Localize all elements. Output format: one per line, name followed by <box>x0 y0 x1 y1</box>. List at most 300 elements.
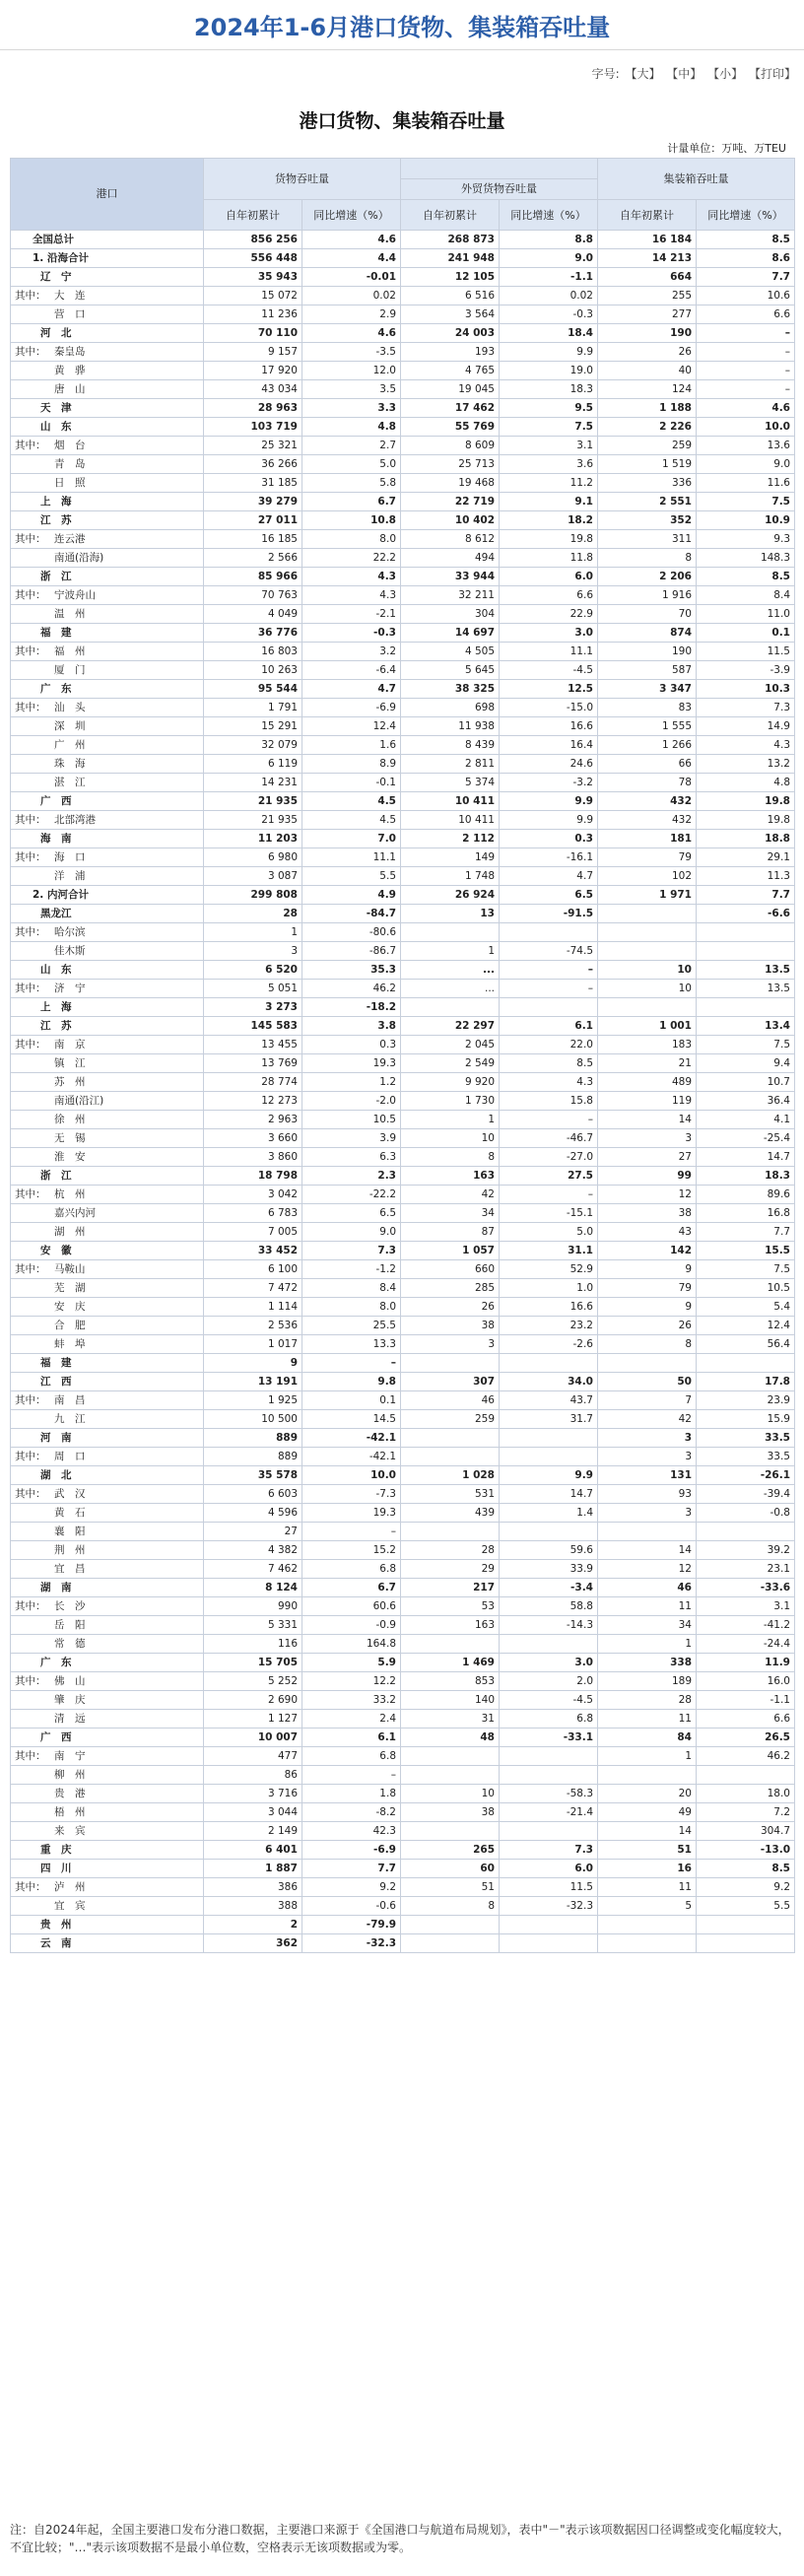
cargo-yoy-cell: -1.2 <box>302 1260 401 1279</box>
container-ytd-cell: 3 <box>598 1129 697 1148</box>
foreign-ytd-cell: 55 769 <box>401 418 500 437</box>
container-yoy-cell: 36.4 <box>697 1092 795 1111</box>
cargo-ytd-cell: 3 660 <box>204 1129 302 1148</box>
port-name-cell <box>11 455 204 474</box>
font-size-small-button[interactable]: 【小】 <box>707 67 744 81</box>
foreign-ytd-cell: 8 439 <box>401 736 500 755</box>
container-ytd-cell: 38 <box>598 1204 697 1223</box>
port-name-cell <box>11 1635 204 1654</box>
foreign-yoy-cell: -27.0 <box>500 1148 598 1167</box>
foreign-yoy-cell: 9.9 <box>500 792 598 811</box>
cargo-yoy-cell: -32.3 <box>302 1934 401 1953</box>
container-yoy-cell: -0.8 <box>697 1504 795 1523</box>
table-row <box>11 980 795 998</box>
foreign-ytd-cell: 217 <box>401 1579 500 1597</box>
table-row <box>11 792 795 811</box>
cargo-yoy-cell: -18.2 <box>302 998 401 1017</box>
port-name: 云 南 <box>40 1937 72 1949</box>
cargo-yoy-cell: -86.7 <box>302 942 401 961</box>
port-name: 福 建 <box>40 627 72 639</box>
port-name-cell <box>11 1073 204 1092</box>
container-ytd-cell: 26 <box>598 1317 697 1335</box>
port-name-cell <box>11 1448 204 1466</box>
port-name-cell <box>11 1260 204 1279</box>
foreign-ytd-cell: 8 <box>401 1148 500 1167</box>
container-yoy-cell: 16.8 <box>697 1204 795 1223</box>
cargo-yoy-cell: -0.01 <box>302 268 401 287</box>
foreign-yoy-cell: -21.4 <box>500 1803 598 1822</box>
foreign-yoy-cell: 31.7 <box>500 1410 598 1429</box>
port-name: 浙 江 <box>40 571 72 582</box>
port-name-cell <box>11 380 204 399</box>
port-name: 大 连 <box>54 290 86 302</box>
container-yoy-cell: 9.4 <box>697 1054 795 1073</box>
cargo-yoy-cell: 0.02 <box>302 287 401 305</box>
foreign-ytd-cell: 2 811 <box>401 755 500 774</box>
port-name: 九 江 <box>54 1413 86 1425</box>
port-name-cell <box>11 1860 204 1878</box>
cargo-ytd-cell: 2 149 <box>204 1822 302 1841</box>
container-ytd-cell: 277 <box>598 305 697 324</box>
qizhong-label: 其中： <box>15 814 46 826</box>
cargo-yoy-cell: 12.0 <box>302 362 401 380</box>
table-row <box>11 1822 795 1841</box>
cargo-ytd-cell: 28 774 <box>204 1073 302 1092</box>
table-row <box>11 1803 795 1822</box>
container-yoy-cell: 0.1 <box>697 624 795 643</box>
port-name: 黄 石 <box>54 1507 86 1519</box>
table-row <box>11 1504 795 1523</box>
cargo-yoy-cell: 60.6 <box>302 1597 401 1616</box>
qizhong-label: 其中： <box>15 1750 46 1762</box>
foreign-ytd-cell <box>401 1523 500 1541</box>
foreign-ytd-cell <box>401 1429 500 1448</box>
port-name-cell <box>11 961 204 980</box>
table-row <box>11 474 795 493</box>
cargo-ytd-cell: 9 <box>204 1354 302 1373</box>
container-ytd-cell: 10 <box>598 961 697 980</box>
cargo-yoy-cell: 6.8 <box>302 1747 401 1766</box>
cargo-ytd-cell: 7 472 <box>204 1279 302 1298</box>
cargo-yoy-cell: -0.3 <box>302 624 401 643</box>
foreign-yoy-cell: 19.8 <box>500 530 598 549</box>
cargo-yoy-cell: 3.3 <box>302 399 401 418</box>
foreign-yoy-cell: 6.0 <box>500 1860 598 1878</box>
foreign-yoy-cell: 11.8 <box>500 549 598 568</box>
foreign-ytd-cell: 259 <box>401 1410 500 1429</box>
container-ytd-cell: 1 <box>598 1747 697 1766</box>
foreign-ytd-cell <box>401 1354 500 1373</box>
foreign-yoy-cell <box>500 1635 598 1654</box>
container-ytd-cell: 2 226 <box>598 418 697 437</box>
container-yoy-cell: 89.6 <box>697 1186 795 1204</box>
cargo-yoy-cell: 4.3 <box>302 568 401 586</box>
cargo-ytd-cell: 856 256 <box>204 231 302 249</box>
foreign-ytd-cell: 1 028 <box>401 1466 500 1485</box>
cargo-ytd-cell: 70 110 <box>204 324 302 343</box>
table-row <box>11 961 795 980</box>
cargo-ytd-cell: 556 448 <box>204 249 302 268</box>
foreign-ytd-cell: 4 505 <box>401 643 500 661</box>
container-yoy-cell: 26.5 <box>697 1729 795 1747</box>
cargo-ytd-cell: 11 236 <box>204 305 302 324</box>
container-yoy-cell: 9.3 <box>697 530 795 549</box>
container-yoy-cell: 56.4 <box>697 1335 795 1354</box>
container-ytd-cell: 142 <box>598 1242 697 1260</box>
cargo-ytd-cell: 13 191 <box>204 1373 302 1391</box>
cargo-yoy-cell: 12.2 <box>302 1672 401 1691</box>
foreign-ytd-cell: 34 <box>401 1204 500 1223</box>
container-yoy-cell: 8.5 <box>697 231 795 249</box>
foreign-ytd-cell: 8 609 <box>401 437 500 455</box>
port-name-cell <box>11 399 204 418</box>
qizhong-label: 其中： <box>15 1881 46 1893</box>
cargo-ytd-cell: 2 963 <box>204 1111 302 1129</box>
foreign-yoy-cell: 43.7 <box>500 1391 598 1410</box>
qizhong-label: 其中： <box>15 533 46 545</box>
container-yoy-cell: -13.0 <box>697 1841 795 1860</box>
cargo-ytd-cell: 10 500 <box>204 1410 302 1429</box>
table-row <box>11 1541 795 1560</box>
table-row <box>11 1260 795 1279</box>
cargo-header: 货物吞吐量 <box>204 159 401 200</box>
cargo-ytd-cell: 2 690 <box>204 1691 302 1710</box>
foreign-yoy-cell: – <box>500 1186 598 1204</box>
port-name-cell <box>11 1186 204 1204</box>
foreign-yoy-cell <box>500 998 598 1017</box>
cargo-ytd-cell: 2 <box>204 1916 302 1934</box>
port-name: 江 苏 <box>40 1020 72 1032</box>
cargo-yoy-cell: 14.5 <box>302 1410 401 1429</box>
foreign-yoy-header: 同比增速（%） <box>500 200 598 231</box>
cargo-yoy-cell: 11.1 <box>302 848 401 867</box>
foreign-yoy-cell: -4.5 <box>500 1691 598 1710</box>
foreign-yoy-cell <box>500 1523 598 1541</box>
table-row <box>11 905 795 923</box>
foreign-ytd-cell <box>401 1916 500 1934</box>
container-ytd-cell <box>598 905 697 923</box>
cargo-ytd-cell: 5 051 <box>204 980 302 998</box>
foreign-yoy-cell: 5.0 <box>500 1223 598 1242</box>
port-name: 上 海 <box>40 496 72 508</box>
foreign-yoy-cell: 27.5 <box>500 1167 598 1186</box>
container-ytd-cell: 50 <box>598 1373 697 1391</box>
foreign-ytd-cell: 26 924 <box>401 886 500 905</box>
container-yoy-cell: 7.2 <box>697 1803 795 1822</box>
container-yoy-cell: 4.8 <box>697 774 795 792</box>
container-yoy-cell: 12.4 <box>697 1317 795 1335</box>
table-row <box>11 998 795 1017</box>
cargo-yoy-cell: 4.7 <box>302 680 401 699</box>
cargo-ytd-cell: 6 100 <box>204 1260 302 1279</box>
foreign-ytd-cell: 87 <box>401 1223 500 1242</box>
container-yoy-cell: 13.5 <box>697 980 795 998</box>
foreign-yoy-cell: -2.6 <box>500 1335 598 1354</box>
cargo-ytd-cell: 362 <box>204 1934 302 1953</box>
cargo-yoy-cell: -0.1 <box>302 774 401 792</box>
port-name: 洋 浦 <box>54 870 86 882</box>
port-name-cell <box>11 1841 204 1860</box>
container-ytd-cell: 255 <box>598 287 697 305</box>
table-row <box>11 1448 795 1466</box>
foreign-ytd-cell: 10 411 <box>401 792 500 811</box>
container-yoy-cell: -25.4 <box>697 1129 795 1148</box>
foreign-yoy-cell: 1.4 <box>500 1504 598 1523</box>
container-yoy-cell: 5.4 <box>697 1298 795 1317</box>
container-yoy-cell: 11.6 <box>697 474 795 493</box>
table-row <box>11 1672 795 1691</box>
port-name: 南 宁 <box>54 1750 86 1762</box>
port-name: 南通(沿江) <box>54 1095 104 1107</box>
port-name-cell <box>11 1785 204 1803</box>
foreign-yoy-cell: 19.0 <box>500 362 598 380</box>
cargo-yoy-cell: -42.1 <box>302 1429 401 1448</box>
qizhong-label: 其中： <box>15 645 46 657</box>
port-name-cell <box>11 1654 204 1672</box>
port-name: 宜 昌 <box>54 1563 86 1575</box>
port-name: 徐 州 <box>54 1114 86 1125</box>
container-yoy-cell <box>697 1766 795 1785</box>
container-ytd-cell: 7 <box>598 1391 697 1410</box>
container-yoy-cell: 6.6 <box>697 305 795 324</box>
table-row <box>11 1616 795 1635</box>
port-name-cell <box>11 980 204 998</box>
port-name: 梧 州 <box>54 1806 86 1818</box>
container-yoy-cell: 10.7 <box>697 1073 795 1092</box>
port-name: 宁波舟山 <box>54 589 96 601</box>
container-ytd-cell: 78 <box>598 774 697 792</box>
container-ytd-cell: 66 <box>598 755 697 774</box>
cargo-yoy-cell: 4.3 <box>302 586 401 605</box>
port-name-cell <box>11 1410 204 1429</box>
footnote: 注：自2024年起，全国主要港口发布分港口数据，主要港口来源于《全国港口与航道布局规划》，表中"－"表示该项数据因口径调整或变化幅度较大，不宜比较；"…"表示该项数据不是最小单位数，空格表示无该项数据或为零。 <box>10 2523 790 2554</box>
table-row <box>11 1373 795 1391</box>
port-name-cell <box>11 1729 204 1747</box>
port-name-cell <box>11 830 204 848</box>
cargo-yoy-header: 同比增速（%） <box>302 200 401 231</box>
cargo-ytd-cell: 15 291 <box>204 717 302 736</box>
cargo-yoy-cell: 4.6 <box>302 324 401 343</box>
port-name-cell <box>11 1298 204 1317</box>
foreign-yoy-cell: 8.5 <box>500 1054 598 1073</box>
container-yoy-cell: 11.5 <box>697 643 795 661</box>
qizhong-label: 其中： <box>15 1451 46 1462</box>
container-yoy-cell: 23.1 <box>697 1560 795 1579</box>
port-name-cell <box>11 1616 204 1635</box>
table-row <box>11 1841 795 1860</box>
foreign-ytd-cell: 26 <box>401 1298 500 1317</box>
port-name: 武 汉 <box>54 1488 86 1500</box>
table-row <box>11 380 795 399</box>
foreign-ytd-cell: 853 <box>401 1672 500 1691</box>
foreign-ytd-header: 自年初累计 <box>401 200 500 231</box>
foreign-ytd-cell: 53 <box>401 1597 500 1616</box>
container-ytd-cell: 336 <box>598 474 697 493</box>
container-ytd-cell: 11 <box>598 1597 697 1616</box>
font-size-medium-button[interactable]: 【中】 <box>666 67 703 81</box>
port-name-cell <box>11 1335 204 1354</box>
container-ytd-cell <box>598 1354 697 1373</box>
container-ytd-cell: 8 <box>598 549 697 568</box>
container-ytd-cell: 70 <box>598 605 697 624</box>
foreign-yoy-cell: 9.5 <box>500 399 598 418</box>
foreign-ytd-cell: 17 462 <box>401 399 500 418</box>
port-name: 长 沙 <box>54 1600 86 1612</box>
container-ytd-cell: 28 <box>598 1691 697 1710</box>
container-yoy-cell: -6.6 <box>697 905 795 923</box>
cargo-ytd-cell: 990 <box>204 1597 302 1616</box>
port-name-cell <box>11 268 204 287</box>
container-yoy-cell: – <box>697 362 795 380</box>
foreign-ytd-cell: 11 938 <box>401 717 500 736</box>
container-ytd-cell: 27 <box>598 1148 697 1167</box>
port-name: 嘉兴内河 <box>54 1207 96 1219</box>
cargo-yoy-cell: 0.3 <box>302 1036 401 1054</box>
port-name-cell <box>11 1747 204 1766</box>
foreign-yoy-cell: 3.6 <box>500 455 598 474</box>
foreign-ytd-cell: 13 <box>401 905 500 923</box>
port-name: 淮 安 <box>54 1151 86 1163</box>
foreign-yoy-cell: 6.0 <box>500 568 598 586</box>
foreign-yoy-cell: 22.9 <box>500 605 598 624</box>
port-name: 四 川 <box>40 1863 72 1874</box>
cargo-yoy-cell: 13.3 <box>302 1335 401 1354</box>
table-row <box>11 1635 795 1654</box>
cargo-ytd-cell: 7 462 <box>204 1560 302 1579</box>
foreign-ytd-cell: 698 <box>401 699 500 717</box>
port-name-cell <box>11 1504 204 1523</box>
container-yoy-cell: 18.8 <box>697 830 795 848</box>
foreign-yoy-cell: 4.3 <box>500 1073 598 1092</box>
cargo-yoy-cell: -22.2 <box>302 1186 401 1204</box>
foreign-ytd-cell: 241 948 <box>401 249 500 268</box>
table-row <box>11 1579 795 1597</box>
cargo-ytd-cell: 145 583 <box>204 1017 302 1036</box>
cargo-ytd-cell: 6 980 <box>204 848 302 867</box>
foreign-ytd-cell <box>401 1635 500 1654</box>
foreign-ytd-cell: 439 <box>401 1504 500 1523</box>
foreign-yoy-cell: 3.1 <box>500 437 598 455</box>
container-yoy-cell <box>697 1523 795 1541</box>
port-name-cell <box>11 474 204 493</box>
container-yoy-cell: 10.0 <box>697 418 795 437</box>
container-ytd-cell: 5 <box>598 1897 697 1916</box>
cargo-ytd-cell: 1 791 <box>204 699 302 717</box>
container-ytd-cell: 51 <box>598 1841 697 1860</box>
qizhong-label: 其中： <box>15 983 46 994</box>
container-ytd-cell: 189 <box>598 1672 697 1691</box>
font-size-large-button[interactable]: 【大】 <box>625 67 661 81</box>
table-row <box>11 1335 795 1354</box>
cargo-yoy-cell: 3.9 <box>302 1129 401 1148</box>
port-name-cell <box>11 1579 204 1597</box>
port-name-cell <box>11 1766 204 1785</box>
cargo-ytd-cell: 18 798 <box>204 1167 302 1186</box>
port-name-cell <box>11 680 204 699</box>
port-name-cell <box>11 811 204 830</box>
container-yoy-cell: 7.7 <box>697 1223 795 1242</box>
port-name-cell <box>11 1934 204 1953</box>
container-yoy-cell: 15.5 <box>697 1242 795 1260</box>
container-yoy-cell: 3.1 <box>697 1597 795 1616</box>
container-ytd-cell: 79 <box>598 848 697 867</box>
table-row <box>11 287 795 305</box>
qizhong-label: 其中： <box>15 290 46 302</box>
port-name: 黄 骅 <box>54 365 86 376</box>
cargo-yoy-cell: 3.2 <box>302 643 401 661</box>
port-name: 辽 宁 <box>40 271 72 283</box>
cargo-yoy-cell: 6.7 <box>302 1579 401 1597</box>
cargo-ytd-cell: 1 <box>204 923 302 942</box>
table-row <box>11 1167 795 1186</box>
qizhong-label: 其中： <box>15 1188 46 1200</box>
table-row <box>11 1279 795 1298</box>
table-row <box>11 1691 795 1710</box>
foreign-yoy-cell: 1.0 <box>500 1279 598 1298</box>
table-row <box>11 1878 795 1897</box>
foreign-ytd-cell: 10 <box>401 1785 500 1803</box>
container-ytd-cell: 664 <box>598 268 697 287</box>
container-ytd-cell: 26 <box>598 343 697 362</box>
foreign-yoy-cell: 16.6 <box>500 1298 598 1317</box>
cargo-yoy-cell: 1.6 <box>302 736 401 755</box>
container-yoy-cell <box>697 1916 795 1934</box>
cargo-ytd-cell: 21 935 <box>204 811 302 830</box>
table-row <box>11 1298 795 1317</box>
port-name-cell <box>11 231 204 249</box>
container-yoy-header: 同比增速（%） <box>697 200 795 231</box>
container-ytd-cell: 1 188 <box>598 399 697 418</box>
cargo-ytd-cell: 85 966 <box>204 568 302 586</box>
foreign-yoy-cell: 9.9 <box>500 1466 598 1485</box>
foreign-yoy-cell: 58.8 <box>500 1597 598 1616</box>
cargo-ytd-cell: 3 860 <box>204 1148 302 1167</box>
port-name-cell <box>11 1092 204 1111</box>
port-name-cell <box>11 643 204 661</box>
port-name-cell <box>11 923 204 942</box>
container-ytd-cell: 83 <box>598 699 697 717</box>
foreign-yoy-cell <box>500 923 598 942</box>
foreign-yoy-cell: -3.4 <box>500 1579 598 1597</box>
cargo-ytd-cell: 86 <box>204 1766 302 1785</box>
container-yoy-cell: 29.1 <box>697 848 795 867</box>
cargo-yoy-cell: 19.3 <box>302 1054 401 1073</box>
port-name-cell <box>11 362 204 380</box>
port-name: 唐 山 <box>54 383 86 395</box>
foreign-yoy-cell: -33.1 <box>500 1729 598 1747</box>
container-ytd-cell: 46 <box>598 1579 697 1597</box>
cargo-yoy-cell: 5.0 <box>302 455 401 474</box>
container-ytd-cell: 49 <box>598 1803 697 1822</box>
container-ytd-cell: 20 <box>598 1785 697 1803</box>
foreign-yoy-cell: 14.7 <box>500 1485 598 1504</box>
cargo-ytd-cell: 3 044 <box>204 1803 302 1822</box>
table-row <box>11 811 795 830</box>
print-button[interactable]: 【打印】 <box>748 67 796 81</box>
foreign-ytd-cell: 12 105 <box>401 268 500 287</box>
table-row <box>11 1073 795 1092</box>
container-yoy-cell: 8.4 <box>697 586 795 605</box>
container-ytd-cell: 93 <box>598 1485 697 1504</box>
cargo-ytd-cell: 28 <box>204 905 302 923</box>
foreign-yoy-cell: 7.5 <box>500 418 598 437</box>
port-name: 温 州 <box>54 608 86 620</box>
port-name: 山 东 <box>40 964 72 976</box>
header-spacer <box>401 159 598 179</box>
cargo-yoy-cell: -2.0 <box>302 1092 401 1111</box>
table-row <box>11 699 795 717</box>
foreign-ytd-cell: 46 <box>401 1391 500 1410</box>
